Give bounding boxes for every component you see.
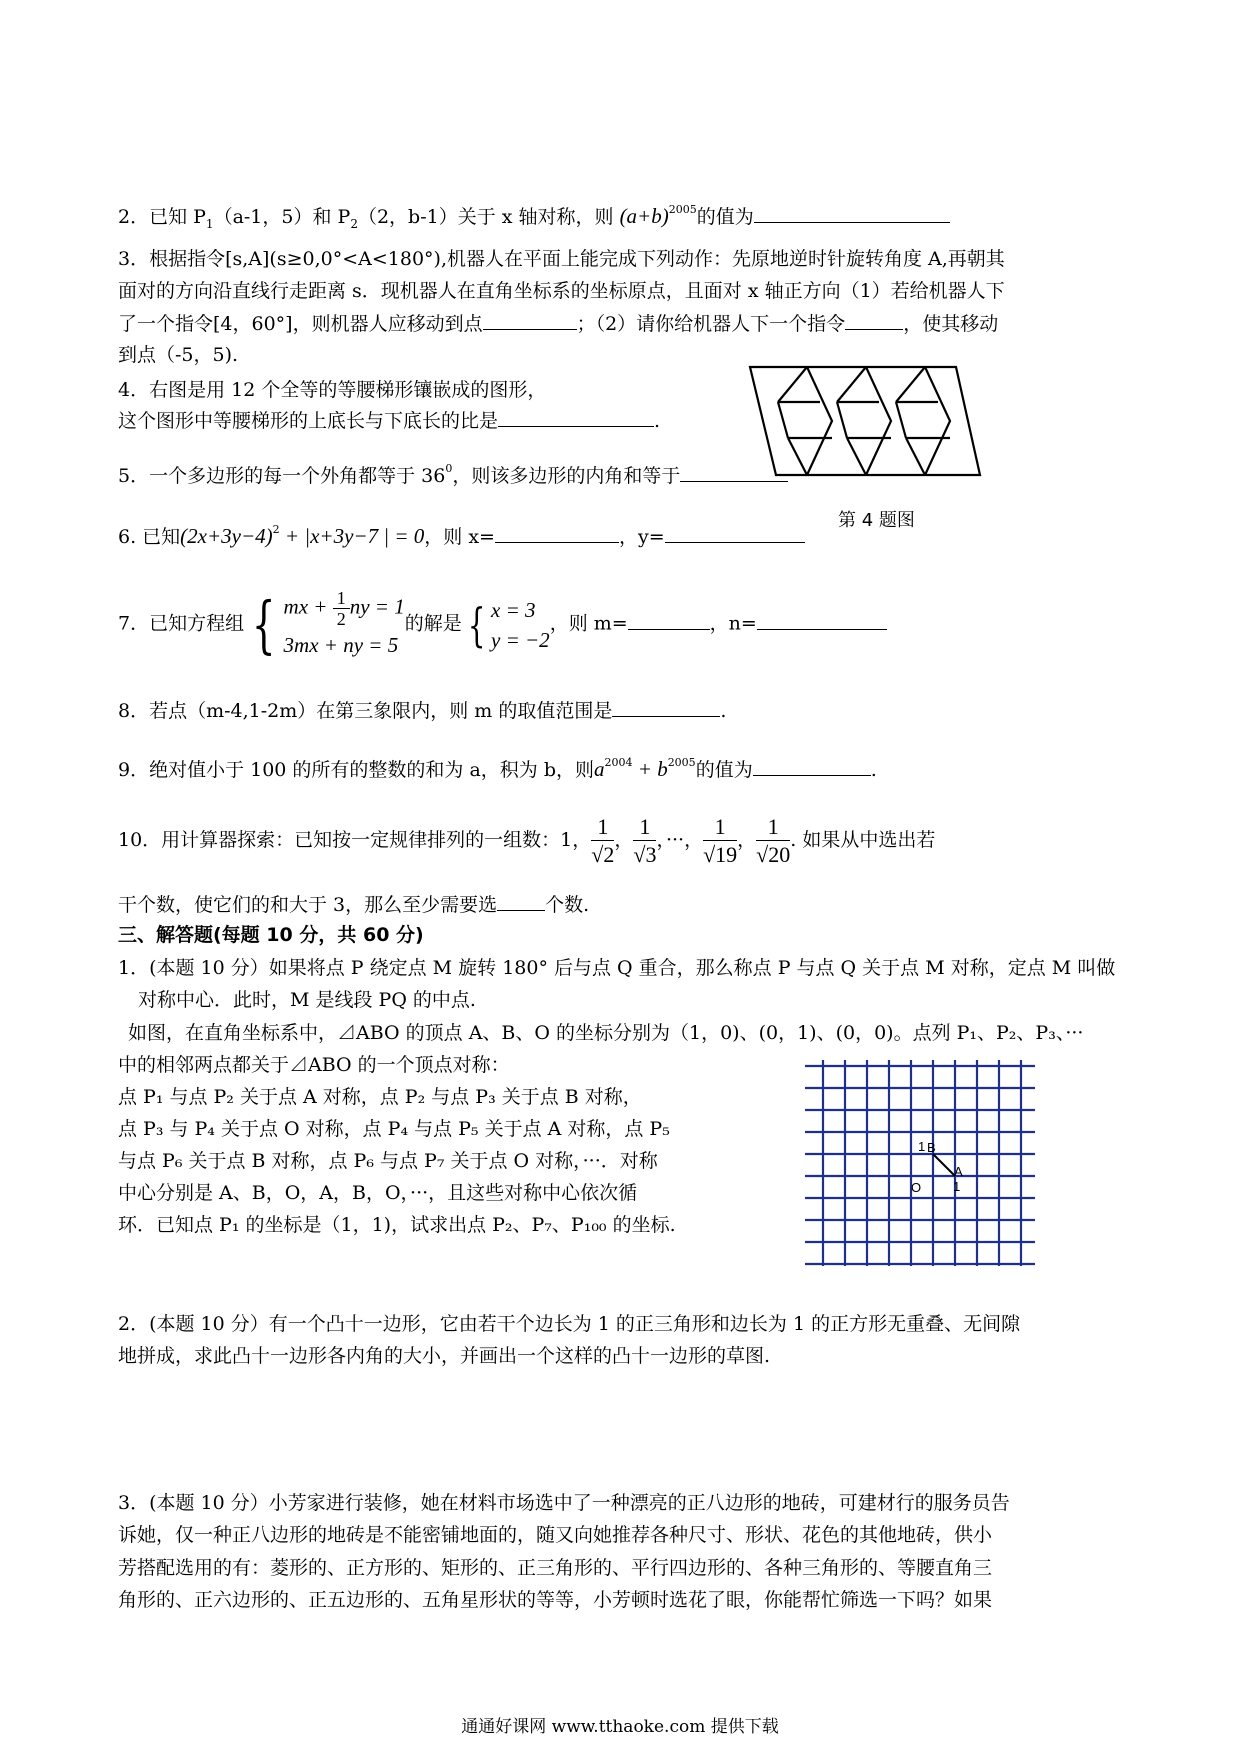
q2-sub2: 2 bbox=[350, 216, 358, 231]
q10-answer-blank[interactable] bbox=[497, 890, 545, 911]
q4-text: 这个图形中等腰梯形的上底长与下底长的比是 bbox=[118, 410, 499, 432]
segment-ab bbox=[933, 1154, 955, 1176]
q10-frac-1 bbox=[591, 814, 614, 869]
p1-line9: 环．已知点 P₁ 的坐标是（1，1)，试求出点 P₂、P₇、P₁₀₀ 的坐标. bbox=[118, 1214, 676, 1236]
q3-line4: 到点（-5，5). bbox=[118, 344, 239, 366]
q6-equals: = 0 bbox=[389, 524, 425, 548]
q4-period: . bbox=[654, 410, 661, 432]
q10-frac-2-num: 1 bbox=[633, 814, 656, 841]
q6-x-label: ，则 x= bbox=[424, 526, 495, 548]
q2-exponent: 2005 bbox=[668, 203, 697, 216]
p1-line2: 对称中心．此时，M 是线段 PQ 的中点. bbox=[138, 989, 476, 1011]
q2-text4: 的值为 bbox=[696, 206, 754, 228]
q7-sol-y: y = −2 bbox=[491, 627, 550, 652]
q2-text3: （2，b-1）关于 x 轴对称，则 bbox=[357, 206, 614, 228]
q10-text: 10．用计算器探索：已知按一定规律排列的一组数：1， bbox=[118, 829, 592, 851]
q7-half-den: 2 bbox=[336, 609, 346, 629]
q7-half bbox=[333, 588, 350, 629]
q7-eq1 bbox=[284, 588, 405, 629]
coordinate-grid-figure bbox=[805, 1060, 1035, 1266]
q9-exp2: 2005 bbox=[667, 756, 696, 769]
tiling-zigzag-3 bbox=[925, 367, 950, 475]
q10-frac-1-den: √2 bbox=[591, 841, 615, 867]
q4-answer-blank[interactable] bbox=[498, 406, 654, 427]
q10-frac-3-num: 1 bbox=[703, 814, 737, 841]
q6-text: 6. 已知 bbox=[118, 526, 181, 548]
q5-text2: ，则该多边形的内角和等于 bbox=[452, 465, 681, 487]
question-5 bbox=[118, 455, 788, 490]
q10-frac-1-num: 1 bbox=[591, 814, 614, 841]
grid-label-o: O bbox=[911, 1180, 922, 1195]
p1-line5: 点 P₁ 与点 P₂ 关于点 A 对称，点 P₂ 与点 P₃ 关于点 B 对称， bbox=[118, 1086, 642, 1108]
q9-period: . bbox=[870, 759, 877, 781]
q2-expression: (a+b) bbox=[619, 204, 669, 228]
question-2 bbox=[118, 196, 950, 238]
q6-square: 2 bbox=[272, 523, 280, 536]
q3-line2: 面对的方向沿直线行走距离 s．现机器人在直角坐标系的坐标原点，且面对 x 轴正方向（1）若给机器人下 bbox=[118, 280, 1005, 302]
q7-solution-brace: { bbox=[467, 597, 486, 652]
q2-sub1: 1 bbox=[205, 216, 214, 231]
q7-eq1-b: ny = 1 bbox=[349, 594, 405, 619]
q6-expression: (2x+3y−4) bbox=[180, 524, 273, 548]
q4-line1: 4．右图是用 12 个全等的等腰梯形镶嵌成的图形， bbox=[118, 379, 547, 401]
grid-label-1b: 1 bbox=[953, 1179, 961, 1194]
q9-exp1: 2004 bbox=[604, 756, 633, 769]
q9-a: a bbox=[594, 757, 605, 781]
q7-eq2: 3mx + ny = 5 bbox=[283, 633, 399, 657]
section-heading: 三、解答题(每题 10 分，共 60 分) bbox=[118, 924, 424, 946]
q10-frac-4-num: 1 bbox=[756, 814, 790, 841]
q8-answer-blank[interactable] bbox=[612, 696, 720, 717]
q9-text2: 的值为 bbox=[695, 759, 753, 781]
q7-left-brace: { bbox=[251, 587, 276, 661]
q3-text-b: ；（2）请你给机器人下一个指令 bbox=[576, 313, 846, 335]
q7-m-label: ，则 m= bbox=[549, 612, 628, 635]
q7-text2: 的解是 bbox=[404, 612, 462, 635]
q3-text-c: ，使其移动 bbox=[903, 313, 999, 335]
q10-frac-4 bbox=[756, 814, 790, 869]
q10-ellipsis: ，···， bbox=[656, 829, 704, 851]
p3-line3: 芳搭配选用的有：菱形的、正方形的、矩形的、正三角形的、平行四边形的、各种三角形的、等腰直角三 bbox=[118, 1557, 993, 1579]
p3-line2: 诉她，仅一种正八边形的地砖是不能密铺地面的，随又向她推荐各种尺寸、形状、花色的其他地砖，供小 bbox=[118, 1524, 993, 1546]
figure-4-caption: 第 4 题图 bbox=[838, 510, 915, 531]
p1-line1: 1．(本题 10 分）如果将点 P 绕定点 M 旋转 180° 后与点 Q 重合，那么称点 P 与点 Q 关于点 M 对称，定点 M 叫做 bbox=[118, 957, 1116, 979]
q10-frac-2 bbox=[633, 814, 656, 869]
question-10 bbox=[118, 810, 935, 874]
q7-sol-x: x = 3 bbox=[491, 597, 536, 622]
q3-text-a: 了一个指令[4，60°]，则机器人应移动到点 bbox=[118, 313, 483, 335]
q5-degree: 0 bbox=[445, 462, 453, 475]
q7-n-blank[interactable] bbox=[757, 609, 887, 630]
q3-answer-blank-1[interactable] bbox=[483, 309, 577, 330]
tiling-zigzag-1 bbox=[807, 367, 832, 475]
q4-line2 bbox=[118, 406, 660, 435]
q10-frac-2-den: √3 bbox=[633, 841, 657, 867]
q10-text2: . 如果从中选出若 bbox=[790, 829, 936, 851]
q6-x-blank[interactable] bbox=[495, 522, 619, 543]
q9-plus: + bbox=[632, 757, 658, 781]
question-6 bbox=[118, 516, 805, 551]
q10-frac-3 bbox=[703, 814, 737, 869]
q10-frac-4-den: √20 bbox=[756, 841, 791, 867]
question-10-line2 bbox=[118, 890, 589, 919]
p1-line7: 与点 P₆ 关于点 B 对称，点 P₆ 与点 P₇ 关于点 O 对称，···．对称 bbox=[118, 1150, 658, 1172]
p2-line1: 2．(本题 10 分）有一个凸十一边形，它由若干个边长为 1 的正三角形和边长为 1 的正方形无重叠、无间隙 bbox=[118, 1313, 1021, 1335]
question-8 bbox=[118, 696, 726, 725]
q5-text: 5．一个多边形的每一个外角都等于 36 bbox=[118, 465, 446, 487]
p1-line8: 中心分别是 A、B，O，A，B，O，···，且这些对称中心依次循 bbox=[118, 1182, 638, 1204]
p3-line1: 3．(本题 10 分）小芳家进行装修，她在材料市场选中了一种漂亮的正八边形的地砖，可建材行的服务员告 bbox=[118, 1492, 1010, 1514]
tiling-zigzag-2 bbox=[866, 367, 891, 475]
question-9 bbox=[118, 749, 877, 784]
q7-eq1-a: mx + bbox=[283, 594, 328, 619]
q3-line1: 3．根据指令[s,A](s≥0,0°<A<180°),机器人在平面上能完成下列动作：先原地逆时针旋转角度 A,再朝其 bbox=[118, 248, 1005, 270]
q9-text: 9．绝对值小于 100 的所有的整数的和为 a，积为 b，则 bbox=[118, 759, 595, 781]
q10-frac-3-den: √19 bbox=[703, 841, 738, 867]
q6-absolute: |x+3y−7 | bbox=[304, 524, 390, 548]
q2-answer-blank[interactable] bbox=[754, 202, 950, 223]
q6-plus: + bbox=[279, 524, 305, 548]
p1-line3: 如图，在直角坐标系中，⊿ABO 的顶点 A、B、O 的坐标分别为（1，0)、(0，1)、(0，0)。点列 P₁、P₂、P₃、··· bbox=[128, 1022, 1084, 1044]
q3-line3 bbox=[118, 309, 998, 338]
q6-y-label: ，y= bbox=[618, 526, 665, 548]
p1-line6: 点 P₃ 与 P₄ 关于点 O 对称，点 P₄ 与点 P₅ 关于点 A 对称，点 P₅ bbox=[118, 1118, 670, 1140]
q7-system bbox=[284, 588, 405, 661]
q3-answer-blank-2[interactable] bbox=[845, 309, 903, 330]
footer: 通通好课网 www.tthaoke.com 提供下载 bbox=[461, 1717, 779, 1737]
p1-line4: 中的相邻两点都关于⊿ABO 的一个顶点对称： bbox=[118, 1054, 510, 1076]
grid-label-1: 1 bbox=[918, 1139, 926, 1154]
q5-answer-blank[interactable] bbox=[680, 461, 788, 482]
q6-y-blank[interactable] bbox=[665, 522, 805, 543]
q9-answer-blank[interactable] bbox=[753, 755, 871, 776]
q8-text: 8．若点（m-4,1-2m）在第三象限内，则 m 的取值范围是 bbox=[118, 700, 613, 722]
q9-b: b bbox=[657, 757, 668, 781]
q2-text: 2．已知 P bbox=[118, 206, 206, 228]
question-7 bbox=[118, 588, 887, 661]
q10-sep-2: ， bbox=[737, 829, 757, 851]
q10-text3: 干个数，使它们的和大于 3，那么至少需要选 bbox=[118, 894, 498, 916]
q2-text2: （a-1，5）和 P bbox=[213, 206, 351, 228]
p3-line4: 角形的、正六边形的、正五边形的、五角星形状的等等，小芳顿时选花了眼，你能帮忙筛选一下吗？如果 bbox=[118, 1589, 993, 1611]
q7-text: 7．已知方程组 bbox=[118, 612, 245, 635]
q7-solution bbox=[491, 595, 550, 655]
q7-half-num: 1 bbox=[333, 588, 350, 609]
q7-m-blank[interactable] bbox=[628, 609, 710, 630]
grid-label-a: A bbox=[954, 1164, 963, 1179]
q8-period: . bbox=[720, 700, 727, 722]
grid-label-b: B bbox=[927, 1140, 936, 1155]
grid-lines bbox=[805, 1060, 1035, 1266]
q7-n-label: ，n= bbox=[709, 612, 757, 635]
p2-line2: 地拼成，求此凸十一边形各内角的大小，并画出一个这样的凸十一边形的草图. bbox=[118, 1345, 771, 1367]
q10-sep-1: ， bbox=[614, 829, 634, 851]
q10-text4: 个数. bbox=[545, 894, 590, 916]
